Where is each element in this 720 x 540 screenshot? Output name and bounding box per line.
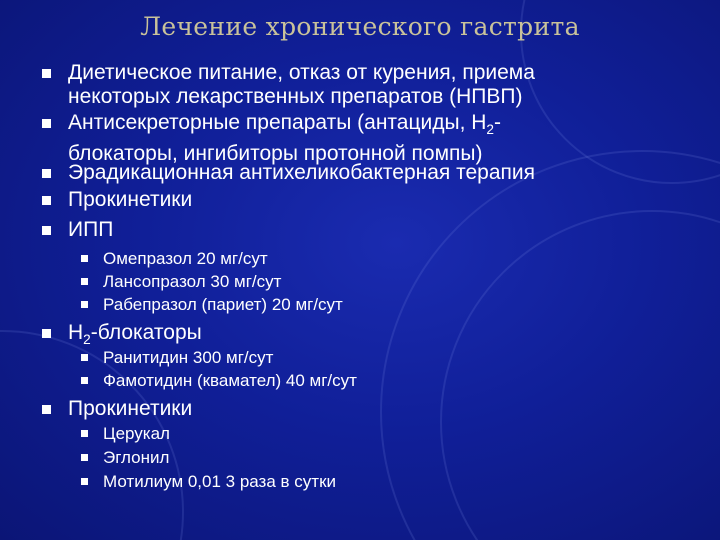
list-item-text: Антисекреторные препараты (антациды, $Н_2-$ xyxy=(68,111,502,138)
slide-title: Лечение хронического гастрита xyxy=(140,12,580,41)
bullet-icon xyxy=(42,329,51,338)
bullet-icon xyxy=(42,226,51,235)
list-item-text: ИПП xyxy=(68,218,114,241)
list-item-text: Прокинетики xyxy=(68,188,193,211)
sub-list-item xyxy=(103,346,273,369)
list-item-text: блокаторы, ингибиторы протонной помпы) xyxy=(68,142,483,166)
bullet-icon xyxy=(42,169,51,178)
sub-list-item-text: Ранитидин 300 мг/сут xyxy=(103,348,274,367)
list-item-text: Эрадикационная антихеликобактерная терапия xyxy=(68,161,536,184)
sub-list-item-text: Рабепразол (париет) 20 мг/сут xyxy=(103,295,343,314)
sub-list-item-text: Омепразол 20 мг/сут xyxy=(103,249,268,268)
bullet-icon xyxy=(81,354,88,361)
sub-list-item-text: Лансопразол 30 мг/сут xyxy=(103,272,282,291)
sub-list-item xyxy=(103,369,357,392)
list-item xyxy=(68,161,535,185)
sub-list-item xyxy=(103,422,170,445)
sub-list-item-text: Эглонил xyxy=(103,448,170,467)
list-item-text: некоторых лекарственных препаратов (НПВП) xyxy=(68,85,523,108)
bullet-icon xyxy=(81,478,88,485)
list-item-text: Диетическое питание, отказ от курения, приема xyxy=(68,61,535,84)
bullet-icon xyxy=(81,377,88,384)
bullet-icon xyxy=(81,430,88,437)
bullet-icon xyxy=(81,278,88,285)
bullet-icon xyxy=(42,196,51,205)
list-item-text: $Н_2$-блокаторы xyxy=(68,321,202,348)
bullet-icon xyxy=(42,119,51,128)
bullet-icon xyxy=(42,405,51,414)
sub-list-item xyxy=(103,247,268,270)
bullet-icon xyxy=(81,454,88,461)
sub-list-item xyxy=(103,270,281,293)
list-item-text: Прокинетики xyxy=(68,397,193,420)
list-item xyxy=(68,397,192,421)
list-item xyxy=(68,61,535,109)
list-item xyxy=(68,111,501,166)
sub-list-item xyxy=(103,446,169,469)
sub-list-item xyxy=(103,293,343,316)
bullet-icon xyxy=(81,301,88,308)
list-item xyxy=(68,188,192,212)
list-item xyxy=(68,218,113,242)
sub-list-item xyxy=(103,470,336,493)
sub-list-item-text: Церукал xyxy=(103,424,170,443)
sub-list-item-text: Мотилиум 0,01 3 раза в сутки xyxy=(103,472,337,491)
bullet-icon xyxy=(81,255,88,262)
bullet-icon xyxy=(42,69,51,78)
sub-list-item-text: Фамотидин (квамател) 40 мг/сут xyxy=(103,371,357,390)
